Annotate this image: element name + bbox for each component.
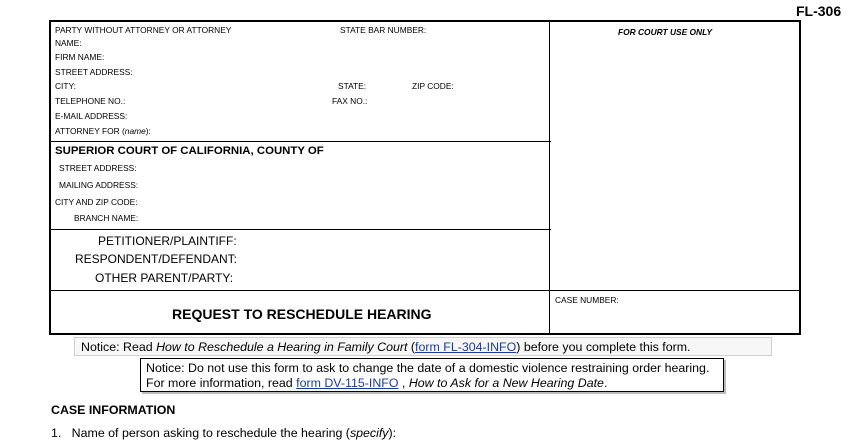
city-zip-label: CITY AND ZIP CODE:: [55, 197, 138, 207]
notice-dv-line2: For more information, read form DV-115-INFO , How to Ask for a New Hearing Date.: [146, 376, 608, 390]
street-address-label: STREET ADDRESS:: [55, 67, 133, 77]
branch-name-label: BRANCH NAME:: [74, 213, 139, 223]
fax-label: FAX NO.:: [332, 96, 368, 106]
column-divider: [549, 20, 550, 335]
city-label: CITY:: [55, 81, 76, 91]
court-parties-divider: [49, 229, 551, 230]
notice-dv-warning: [140, 358, 724, 392]
fl-304-info-link[interactable]: form FL-304-INFO: [415, 340, 517, 354]
other-parent-label: OTHER PARENT/PARTY:: [95, 271, 234, 285]
court-title: SUPERIOR COURT OF CALIFORNIA, COUNTY OF: [55, 145, 324, 157]
name-label: NAME:: [55, 38, 82, 48]
form-number: FL-306: [796, 3, 842, 19]
caption-border: [49, 20, 801, 335]
attorney-for-label: ATTORNEY FOR (name):: [55, 126, 151, 136]
notice-read-info: Notice: Read How to Reschedule a Hearing in Family Court (form FL-304-INFO) before you complete this form.: [74, 337, 772, 356]
respondent-label: RESPONDENT/DEFENDANT:: [75, 252, 238, 266]
dv-115-info-link[interactable]: form DV-115-INFO: [296, 376, 399, 390]
section-case-information: CASE INFORMATION: [51, 403, 176, 417]
petitioner-label: PETITIONER/PLAINTIFF:: [98, 234, 237, 248]
item-1-name-of-person: 1. Name of person asking to reschedule the hearing (specify):: [51, 426, 397, 440]
case-number-label: CASE NUMBER:: [555, 295, 619, 305]
court-street-label: STREET ADDRESS:: [59, 163, 137, 173]
state-label: STATE:: [338, 81, 367, 91]
attorney-court-divider: [49, 141, 551, 142]
telephone-label: TELEPHONE NO.:: [55, 96, 126, 106]
parties-title-divider: [49, 290, 801, 291]
court-use-label: FOR COURT USE ONLY: [618, 27, 713, 37]
notice-dv-line1: Notice: Do not use this form to ask to change the date of a domestic violence restraining order hearing.: [146, 361, 710, 375]
mailing-address-label: MAILING ADDRESS:: [59, 180, 139, 190]
zip-label: ZIP CODE:: [412, 81, 454, 91]
email-label: E-MAIL ADDRESS:: [55, 111, 128, 121]
form-title: REQUEST TO RESCHEDULE HEARING: [172, 306, 432, 322]
party-label: PARTY WITHOUT ATTORNEY OR ATTORNEY: [55, 25, 232, 35]
firm-name-label: FIRM NAME:: [55, 52, 105, 62]
state-bar-label: STATE BAR NUMBER:: [340, 25, 427, 35]
